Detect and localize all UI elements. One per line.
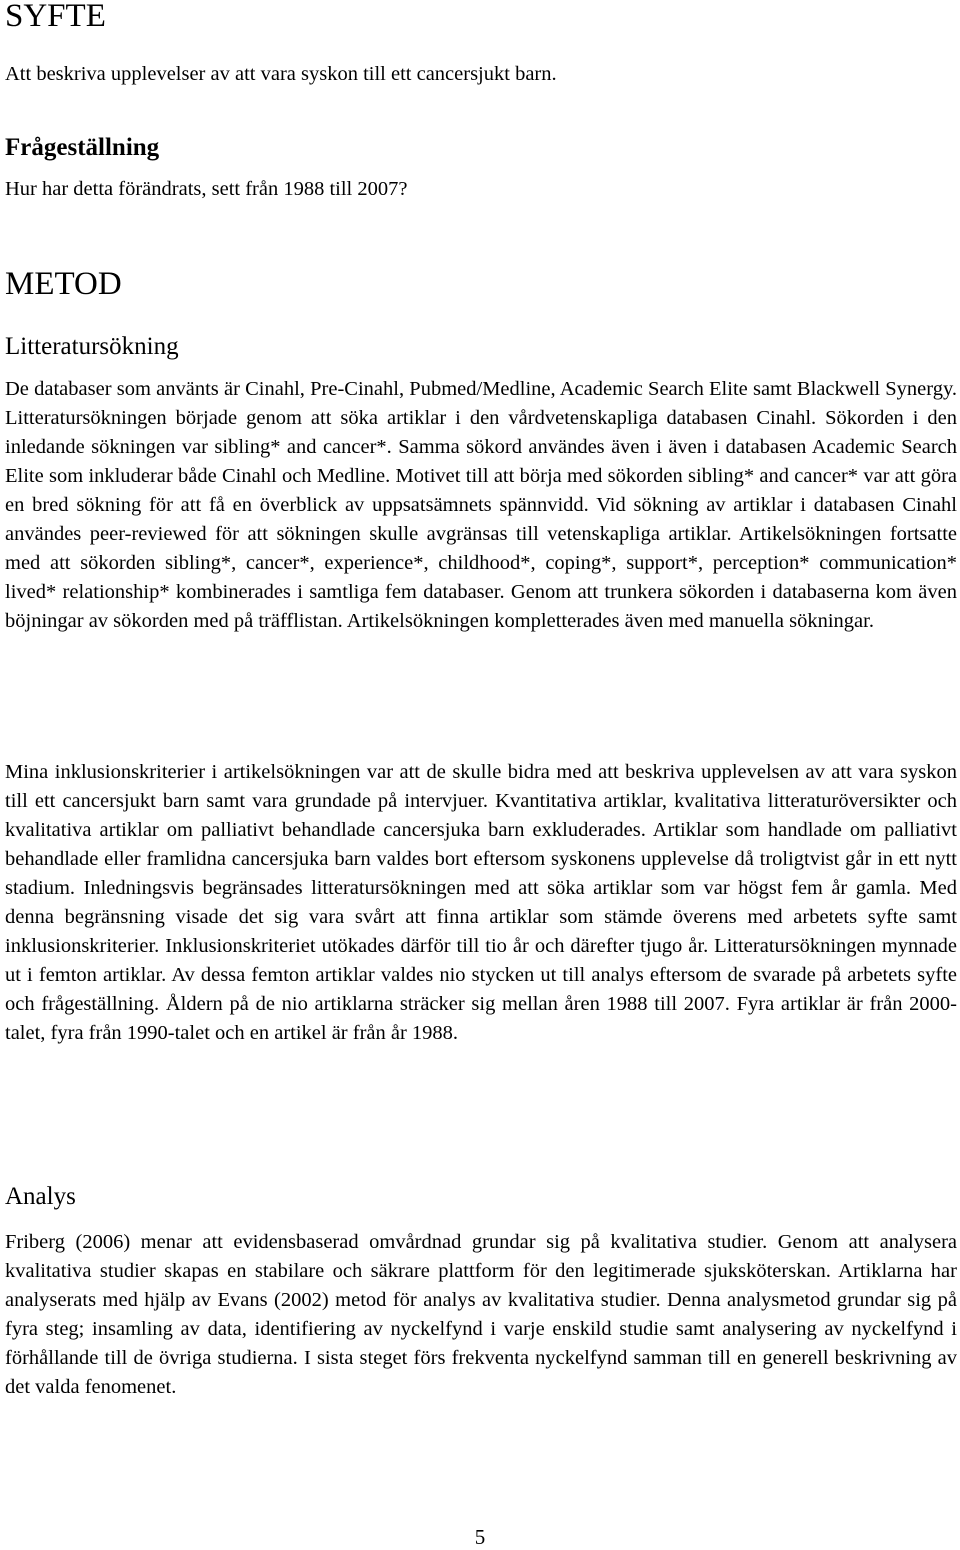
syfte-text: Att beskriva upplevelser av att vara syskon till ett cancersjukt barn.	[5, 63, 557, 85]
metod-heading: METOD	[5, 266, 122, 302]
litteratursokning-paragraph-1: De databaser som använts är Cinahl, Pre-Cinahl, Pubmed/Medline, Academic Search Elite samt Blackwell Synergy. Litteratursökningen började genom att söka artiklar i den vårdvetenskapliga databasen Cinahl. Sökorden i den inledande sökningen var sibling* and cancer*. Samma sökord användes även i även i databasen Academic Search Elite som inkluderar både Cinahl och Medline. Motivet till att börja med sökorden sibling* and cancer* var att göra en bred sökning för att få en överblick av uppsatsämnets spännvidd. Vid sökning av artiklar i databasen Cinahl användes peer-reviewed för att sökningen skulle avgränsas till vetenskapliga artiklar. Artikelsökningen fortsatte med att sökorden sibling*, cancer*, experience*, childhood*, coping*, support*, perception* communication* lived* relationship* kombinerades i samtliga fem databaser. Genom att trunkera sökorden i databaserna kom även böjningar av sökorden med på träfflistan. Artikelsökningen kompletterades även med manuella sökningar.	[5, 378, 957, 632]
fragestallning-heading: Frågeställning	[5, 134, 160, 161]
litteratursokning-heading: Litteratursökning	[5, 333, 179, 360]
syfte-heading: SYFTE	[5, 0, 106, 34]
fragestallning-text: Hur har detta förändrats, sett från 1988 till 2007?	[5, 178, 408, 200]
litteratursokning-paragraph-2: Mina inklusionskriterier i artikelsökningen var att de skulle bidra med att beskriva upplevelsen av att vara syskon till ett cancersjukt barn samt vara grundade på intervjuer. Kvantitativa artiklar, kvalitativa litteraturöversikter och kvalitativa artiklar om palliativt behandlade cancersjuka barn exkluderades. Artiklar som handlade om palliativt behandlade eller framlidna cancersjuka barn valdes bort eftersom syskonens upplevelse då troligtvist går in ett nytt stadium. Inledningsvis begränsades litteratursökningen med att söka artiklar som var högst fem år gamla. Med denna begränsning visade det sig vara svårt att finna artiklar som stämde överens med arbetets syfte samt inklusionskriterier. Inklusionskriteriet utökades därför till tio år och därefter tjugo år. Litteratursökningen mynnade ut i femton artiklar. Av dessa femton artiklar valdes nio stycken ut till analys eftersom de svarade på arbetets syfte och frågeställning. Åldern på de nio artiklarna sträcker sig mellan åren 1988 till 2007. Fyra artiklar är från 2000-talet, fyra från 1990-talet och en artikel är från år 1988.	[5, 761, 957, 1044]
analys-heading: Analys	[5, 1183, 76, 1210]
page-number: 5	[474, 1525, 486, 1549]
analys-paragraph: Friberg (2006) menar att evidensbaserad omvårdnad grundar sig på kvalitativa studier. Genom att analysera kvalitativa studier skapas en stabilare och säkrare plattform för den legitimerade sjuksköterskan. Artiklarna har analyserats med hjälp av Evans (2002) metod för analys av kvalitativa studier. Denna analysmetod grundar sig på fyra steg; insamling av data, identifiering av nyckelfynd i varje enskild studie samt analysering av nyckelfynd i förhållande till de övriga studierna. I sista steget förs frekventa nyckelfynd samman till en generell beskrivning av det valda fenomenet.	[5, 1231, 957, 1398]
